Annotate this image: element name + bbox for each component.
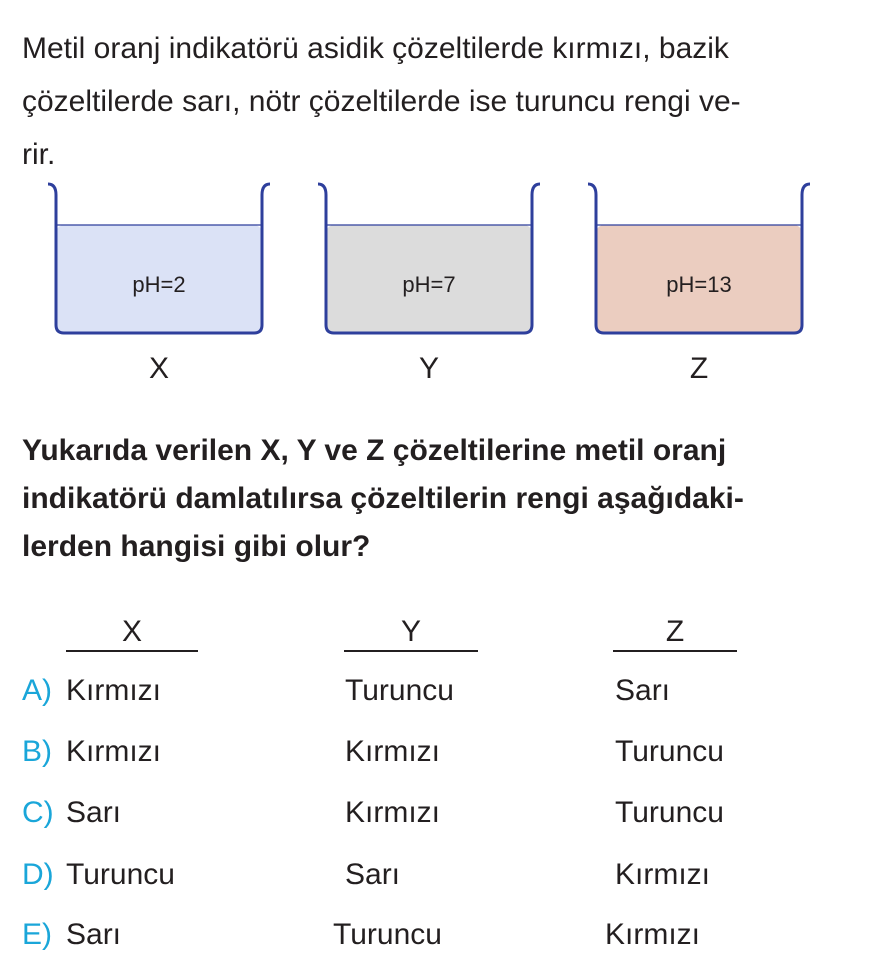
option-letter: E) — [22, 918, 52, 951]
beaker-x — [44, 175, 274, 395]
option-y-value: Turuncu — [333, 918, 442, 951]
option-letter: C) — [22, 796, 54, 829]
option-d[interactable] — [0, 855, 883, 895]
intro-line: Metil oranj indikatörü asidik çözeltilerde kırmızı, bazik — [22, 32, 729, 65]
intro-line: rir. — [22, 138, 56, 171]
question-line: indikatörü damlatılırsa çözeltilerin rengi aşağıdaki- — [22, 482, 744, 515]
option-letter: D) — [22, 858, 54, 891]
option-c[interactable] — [0, 793, 883, 833]
option-z-value: Kırmızı — [615, 858, 710, 891]
option-y-value: Kırmızı — [345, 735, 440, 768]
option-letter: A) — [22, 674, 52, 707]
beaker-figure — [0, 175, 883, 395]
beaker-z-drawing — [584, 175, 814, 345]
option-b[interactable] — [0, 732, 883, 772]
option-x-value: Sarı — [66, 918, 122, 951]
option-e[interactable] — [0, 915, 883, 955]
option-letter: B) — [22, 735, 52, 768]
beaker-y-label: Y — [418, 352, 439, 385]
beaker-y-drawing — [314, 175, 544, 345]
option-z-value: Turuncu — [615, 796, 724, 829]
option-x-value: Turuncu — [66, 858, 175, 891]
question-line: lerden hangisi gibi olur? — [22, 530, 371, 563]
option-a[interactable] — [0, 671, 883, 711]
option-y-value: Turuncu — [345, 674, 454, 707]
option-x-value: Kırmızı — [66, 674, 161, 707]
column-header-x: X — [66, 616, 198, 652]
beaker-z-ph: pH=13 — [666, 272, 732, 297]
option-z-value: Turuncu — [615, 735, 724, 768]
intro-line: çözeltilerde sarı, nötr çözeltilerde ise turuncu rengi ve- — [22, 85, 741, 118]
option-z-value: Kırmızı — [605, 918, 700, 951]
option-x-value: Sarı — [66, 796, 122, 829]
beaker-x-label: X — [148, 352, 169, 385]
intro-text — [22, 22, 862, 181]
option-x-value: Kırmızı — [66, 735, 161, 768]
beaker-y-ph: pH=7 — [402, 272, 456, 297]
beaker-z-label: Z — [689, 352, 709, 385]
beaker-x-drawing — [44, 175, 274, 345]
question-line: Yukarıda verilen X, Y ve Z çözeltilerine metil oranj — [22, 434, 727, 467]
question-text — [22, 427, 862, 571]
option-y-value: Sarı — [345, 858, 401, 891]
option-y-value: Kırmızı — [345, 796, 440, 829]
option-z-value: Sarı — [615, 674, 671, 707]
beaker-y — [314, 175, 544, 395]
column-header-y: Y — [344, 616, 478, 652]
beaker-z — [584, 175, 814, 395]
column-header-z: Z — [613, 616, 737, 652]
beaker-x-ph: pH=2 — [132, 272, 186, 297]
